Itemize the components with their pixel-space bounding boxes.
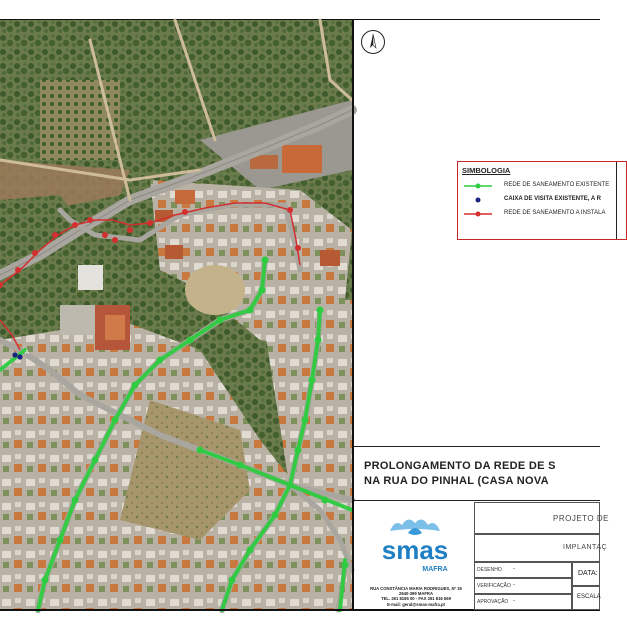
logo-sub-text: MAFRA [422,566,448,573]
implantacao-label: IMPLANTAÇ [563,544,608,551]
aprovacao-label: APROVAÇÃO [477,599,509,605]
legend-box [457,161,617,240]
title-block-mid-line [354,500,600,501]
aprovacao-value: - [513,598,515,604]
project-title-line-2: NA RUA DO PINHAL (CASA NOVA [364,475,549,487]
legend-blue-dot-icon [464,195,492,205]
aprovacao-row [474,594,572,610]
implantacao-cell [474,534,608,562]
legend-label-new-network: REDE DE SANEAMENTO A INSTALA [504,210,606,216]
legend-green-line-icon [464,181,492,191]
map-frame-border [352,20,354,610]
verificacao-value: - [513,582,515,588]
escala-label: ESCALA [577,594,601,600]
legend-label-existing-network: REDE DE SANEAMENTO EXISTENTE [504,182,610,188]
aerial-map[interactable] [0,20,352,610]
escala-cell [572,586,600,610]
data-label: DATA: [578,570,598,577]
address-line-4: E-mail: geral@smas-mafra.pt [387,601,445,607]
projeto-cell [474,502,609,534]
legend-red-line-icon [464,209,492,219]
desenho-row [474,562,572,578]
title-block-top-line [354,446,600,447]
project-title-line-1: PROLONGAMENTO DA REDE DE S [364,460,556,472]
address-line-2: 2640-399 MAFRA [399,591,433,597]
address-line-1: RUA CONSTÂNCIA MARIA RODRIGUES, Nº 19 [370,586,462,591]
desenho-label: DESENHO [477,567,502,573]
verificacao-row [474,578,572,594]
address-line-3: TEL. 261 8165 00 - FAX 261 816 569 [381,596,451,602]
legend-item-new-network [464,209,624,219]
verificacao-label: VERIFICAÇÃO [477,583,511,589]
legend-title: SIMBOLOGIA [462,166,511,175]
map-point-label: A [25,350,30,356]
legend-label-manhole: CAIXA DE VISITA EXISTENTE, A R [504,196,602,202]
desenho-value: - [513,566,515,572]
logo-brand-text: smas [381,535,449,565]
projeto-label: PROJETO DE [553,514,609,523]
project-title [364,459,556,489]
legend-item-existing-network [464,181,624,191]
company-address [362,586,470,607]
smas-logo [360,511,470,583]
legend-item-manhole [464,195,624,205]
north-arrow-icon [361,30,385,54]
data-cell [572,562,600,586]
